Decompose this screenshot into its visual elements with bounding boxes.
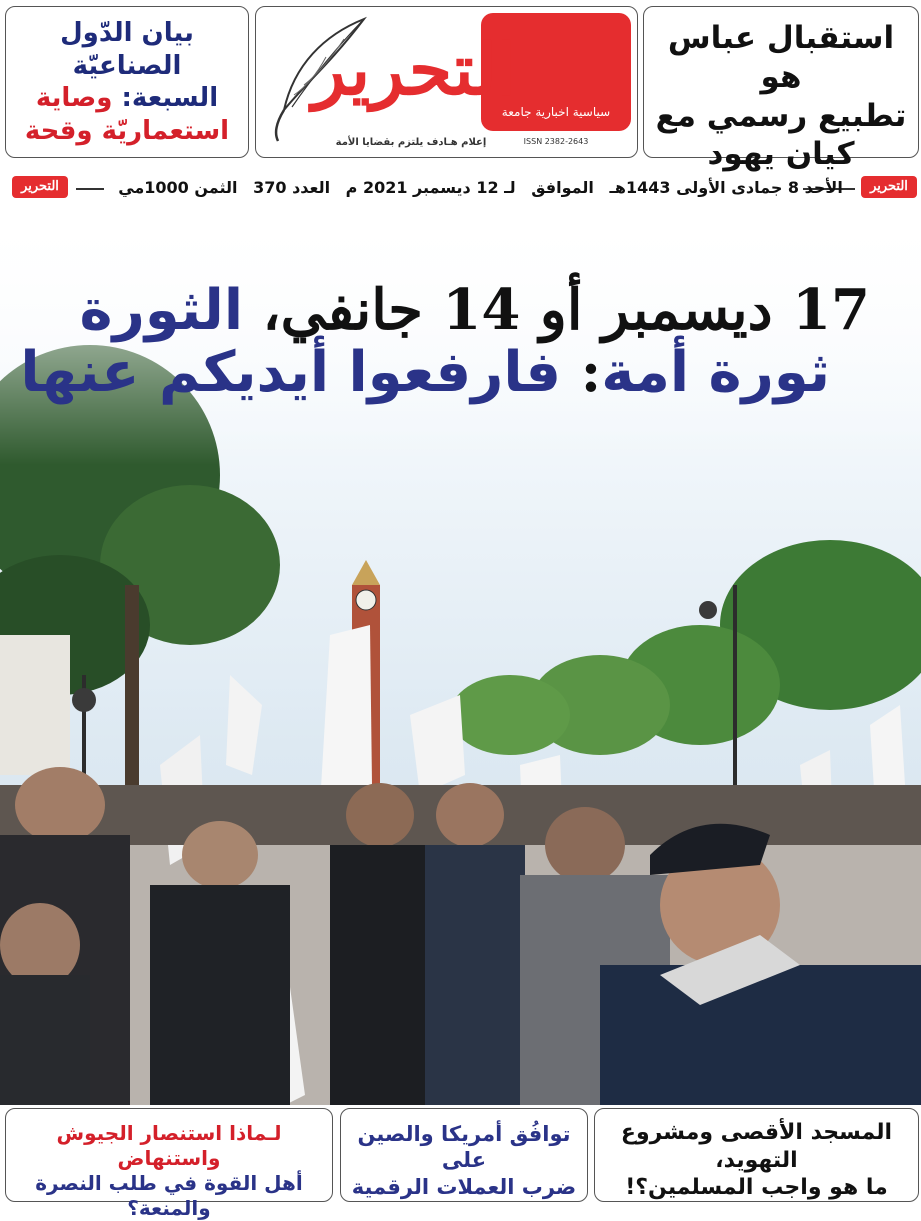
mini-logo: التحرير: [861, 176, 917, 198]
headline-line: كيان يهود: [707, 136, 855, 173]
logo-tagline: إعلام هـادف يلتزم بقضايا الأمة: [335, 137, 487, 148]
divider: [76, 188, 104, 190]
headline-separator: :: [121, 83, 132, 113]
headline-part: ثورة أمة: [601, 339, 830, 405]
headline-line: تطبيع رسمي مع: [655, 97, 907, 134]
headline-line: لـماذا استنصار الجيوش واستنهاض: [56, 1121, 282, 1170]
headline-line: ضرب العملات الرقمية: [351, 1174, 577, 1199]
bottom-middle-headline-box[interactable]: [340, 1108, 588, 1202]
main-headline[interactable]: [20, 277, 870, 405]
issue-info: [110, 178, 851, 197]
headline-part: السبعة: [131, 83, 219, 113]
headline-line: [14, 82, 240, 115]
headline-line: ما هو واجب المسلمين؟!: [625, 1175, 888, 1200]
headline-separator: ،: [262, 277, 281, 343]
headline-line: أهل القوة في طلب النصرة والمنعة؟: [35, 1171, 303, 1220]
logo-wordmark: التحرير: [312, 28, 516, 111]
issue-number: العدد 370: [253, 178, 331, 197]
headline-part: وصاية: [35, 83, 113, 113]
top-right-headline-box[interactable]: [643, 6, 919, 173]
headline-revolution: الثورة: [79, 278, 244, 343]
headline-line: بيان الدّول الصناعيّة: [60, 18, 194, 81]
headline-row-1: [60, 277, 870, 343]
issn-number: ISSN 2382-2643: [523, 137, 589, 146]
headline-row-2: [20, 338, 830, 405]
gregorian-date: لـ 12 ديسمبر 2021 م: [345, 178, 516, 197]
headline-line: استعماريّة وقحة: [24, 115, 230, 146]
agree-label: الموافق: [531, 178, 594, 197]
masthead: [255, 6, 638, 158]
headline-line: المسجد الأقصى ومشروع التهويد،: [620, 1120, 893, 1173]
headline-separator: :: [580, 338, 602, 405]
mini-logo: التحرير: [12, 176, 68, 198]
headline-line: استقبال عباس هو: [667, 20, 895, 95]
headline-part: فارفعوا أيديكم عنها: [20, 339, 562, 405]
date-bar: [0, 172, 921, 204]
hijri-date: الأحد 8 جمادى الأولى 1443هـ: [609, 178, 843, 197]
headline-dates: 17 ديسمبر أو 14 جانفي: [280, 277, 870, 343]
price: الثمن 1000مي: [118, 178, 238, 197]
bottom-right-headline-box[interactable]: [594, 1108, 919, 1202]
logo-subtitle: سياسية اخبارية جامعة: [501, 105, 611, 119]
headline-line: توافُق أمريكا والصين على: [357, 1122, 571, 1173]
top-left-headline-box[interactable]: [5, 6, 249, 158]
bottom-left-headline-box[interactable]: [5, 1108, 333, 1220]
